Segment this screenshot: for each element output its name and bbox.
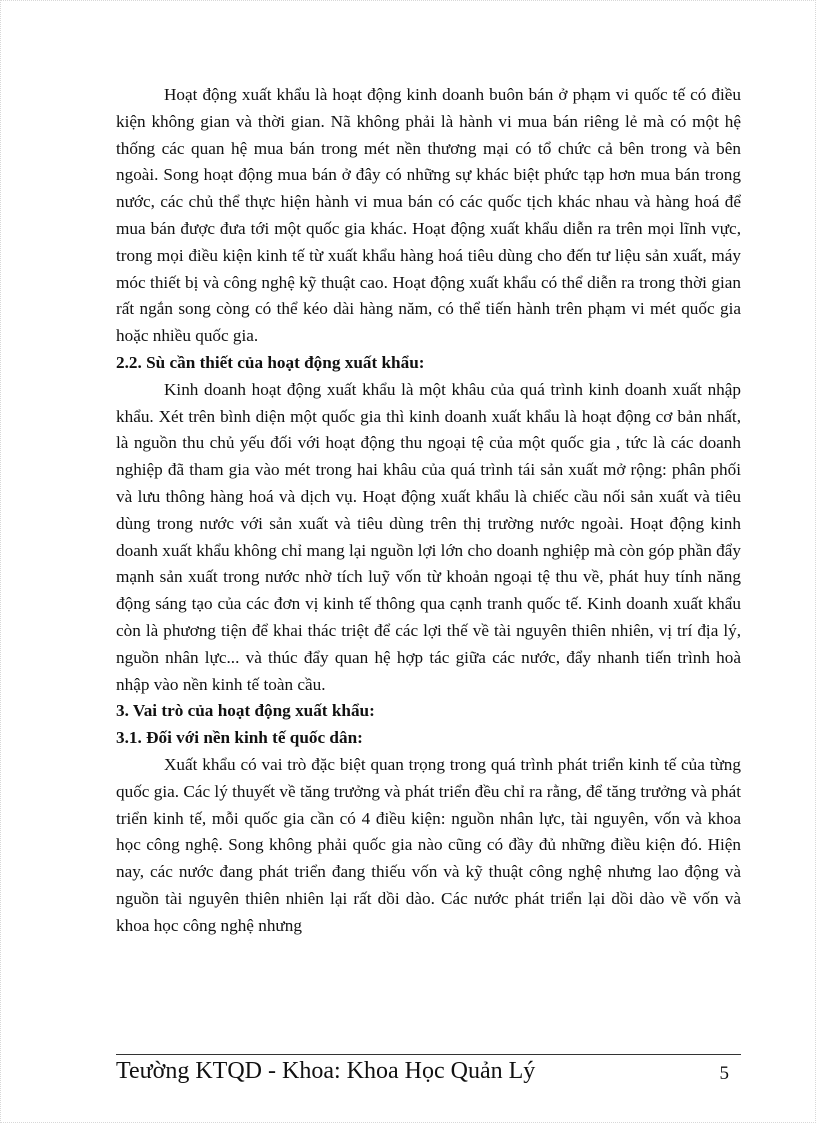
- paragraph-necessity: Kinh doanh hoạt động xuất khẩu là một khâu của quá trình kinh doanh xuất nhập khẩu. Xét trên bình diện một quốc gia thì kinh doanh xuất khẩu là hoạt động cơ bản nhất, là nguồn thu chủ yếu đối với hoạt động thu ngoại tệ của một quốc gia , tức là các doanh nghiệp đã tham gia vào mét trong hai khâu của quá trình tái sản xuất mở rộng: phân phối và lưu thông hàng hoá và dịch vụ. Hoạt động xuất khẩu là chiếc cầu nối sản xuất và tiêu dùng trong nước với sản xuất và tiêu dùng trên thị trường nước ngoài. Hoạt động kinh doanh xuất khẩu không chỉ mang lại nguồn lợi lớn cho doanh nghiệp mà còn góp phần đẩy mạnh sản xuất trong nước nhờ tích luỹ vốn từ khoản ngoại tệ thu về, phát huy tính năng động sáng tạo của các đơn vị kinh tế thông qua cạnh tranh quốc tế. Kinh doanh xuất khẩu còn là phương tiện để khai thác triệt để các lợi thế về tài nguyên thiên nhiên, vị trí địa lý, nguồn nhân lực... và thúc đẩy quan hệ hợp tác giữa các nước, đẩy nhanh tiến trình hoà nhập vào nền kinh tế toàn cầu.: [116, 379, 741, 694]
- paragraph-export-definition: Hoạt động xuất khẩu là hoạt động kinh doanh buôn bán ở phạm vi quốc tế có điều kiện không gian và thời gian. Nã không phải là hành vi mua bán riêng lẻ mà có một hệ thống các quan hệ mua bán trong mét nền thương mại có tổ chức cả bên trong và bên ngoài. Song hoạt động mua bán ở đây có những sự khác biệt phức tạp hơn mua bán trong nước, các chủ thể thực hiện hành vi mua bán có các quốc tịch khác nhau và hàng hoá để mua bán được đưa tới một quốc gia khác. Hoạt động xuất khẩu diễn ra trên mọi lĩnh vực, trong mọi điều kiện kinh tế từ xuất khẩu hàng hoá tiêu dùng cho đến tư liệu sản xuất, máy móc thiết bị và công nghệ kỹ thuật cao. Hoạt động xuất khẩu có thể diễn ra trong thời gian rất ngắn song còng có thể kéo dài hàng năm, có thể tiến hành trên phạm vi mét quốc gia hoặc nhiều quốc gia.: [116, 85, 741, 346]
- heading-necessity: 2.2. Sù cần thiết của hoạt động xuất khẩu:: [116, 352, 425, 372]
- heading-role: 3. Vai trò của hoạt động xuất khẩu:: [116, 701, 375, 721]
- page-number: 5: [719, 1063, 729, 1084]
- footer-school-name: Teường KTQD - Khoa: Khoa Học Quản Lý: [116, 1058, 536, 1084]
- document-body: [116, 82, 741, 940]
- heading-national-economy: 3.1. Đối với nền kinh tế quốc dân:: [116, 728, 363, 748]
- footer-divider: [116, 1054, 741, 1055]
- paragraph-national-economy: Xuất khẩu có vai trò đặc biệt quan trọng trong quá trình phát triển kinh tế của từng quốc gia. Các lý thuyết về tăng trưởng và phát triển đều chỉ ra rằng, để tăng trưởng và phát triển kinh tế, mỗi quốc gia cần có 4 điều kiện: nguồn nhân lực, tài nguyên, vốn và khoa học công nghệ. Song không phải quốc gia nào cũng có đầy đủ những điều kiện đó. Hiện nay, các nước đang phát triển đang thiếu vốn và kỹ thuật công nghệ nhưng lao động và nguồn tài nguyên thiên nhiên lại rất dồi dào. Các nước phát triển lại dồi dào về vốn và khoa học công nghệ nhưng: [116, 754, 741, 935]
